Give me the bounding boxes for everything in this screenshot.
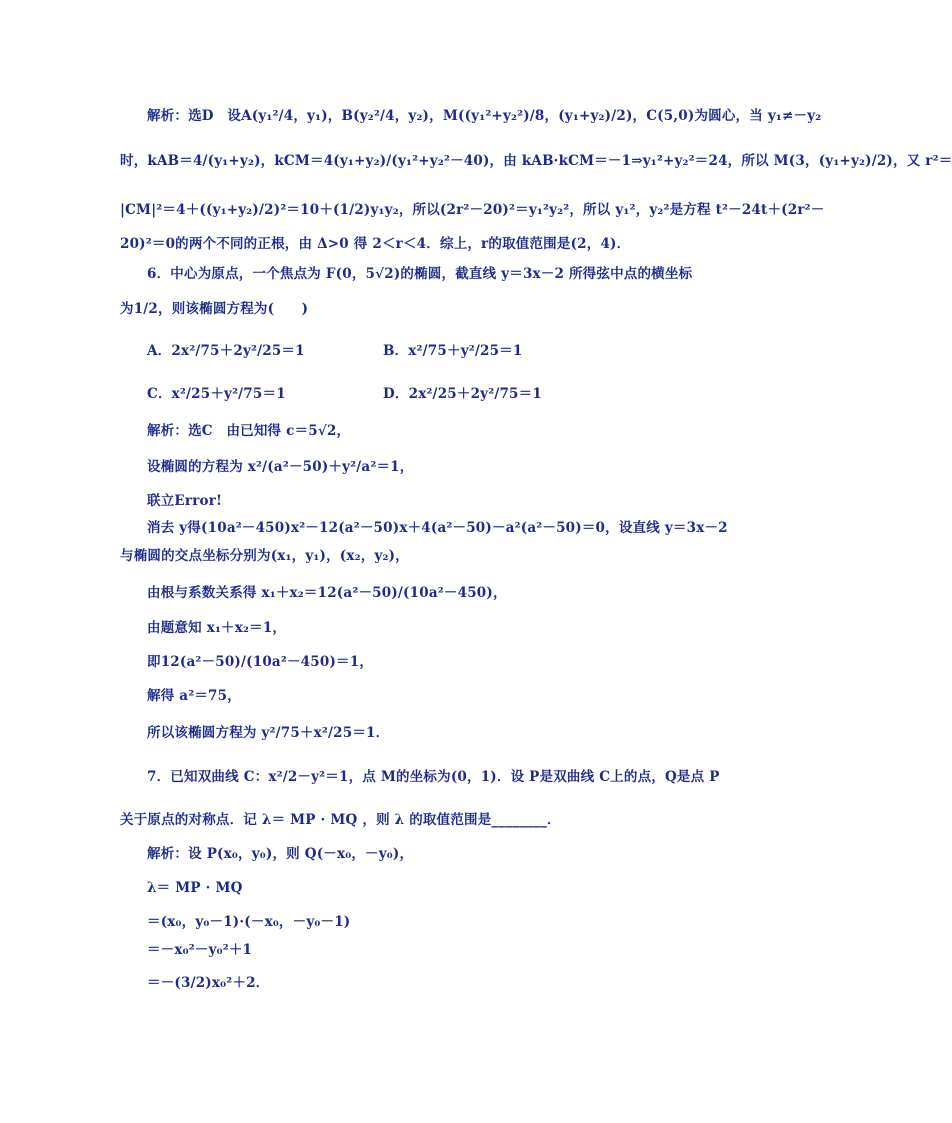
solution-5-line-3: |CM|²＝4＋((y₁+y₂)/2)²＝10＋(1/2)y₁y₂，所以(2r²－20)²＝y₁²y₂²，所以 y₁²，y₂²是方程 t²－24t＋(2r²－ bbox=[120, 202, 825, 218]
solution-6-line-6: 由根与系数关系得 x₁＋x₂＝12(a²－50)/(10a²－450)， bbox=[147, 585, 507, 601]
solution-6-line-3: 联立Error! bbox=[147, 493, 223, 509]
question-6-line-1: 6．中心为原点，一个焦点为 F(0，5√2)的椭圆，截直线 y＝3x－2 所得弦中点的横坐标 bbox=[147, 266, 693, 282]
solution-7-line-1: 解析：设 P(x₀，y₀)，则 Q(－x₀，－y₀)， bbox=[147, 846, 414, 862]
solution-5-line-4: 20)²＝0的两个不同的正根，由 Δ>0 得 2＜r＜4．综上，r的取值范围是(2，4)． bbox=[120, 236, 631, 252]
option-c: C．x²/25＋y²/75＝1 bbox=[147, 386, 286, 402]
solution-6-line-5: 与椭圆的交点坐标分别为(x₁，y₁)，(x₂，y₂)， bbox=[120, 548, 409, 564]
solution-7-line-4: ＝－x₀²－y₀²＋1 bbox=[147, 942, 253, 958]
solution-7-line-2: λ＝ MP · MQ bbox=[147, 880, 243, 896]
question-7-line-1: 7．已知双曲线 C：x²/2－y²＝1，点 M的坐标为(0，1)．设 P是双曲线 C上的点，Q是点 P bbox=[147, 769, 720, 785]
solution-6-line-2: 设椭圆的方程为 x²/(a²－50)＋y²/a²＝1， bbox=[147, 459, 414, 475]
solution-7-line-3: ＝(x₀，y₀－1)·(－x₀，－y₀－1) bbox=[147, 914, 351, 930]
solution-6-line-4: 消去 y得(10a²－450)x²－12(a²－50)x＋4(a²－50)－a²(a²－50)＝0，设直线 y＝3x－2 bbox=[147, 520, 728, 536]
solution-5-line-1: 解析：选D 设A(y₁²/4，y₁)，B(y₂²/4，y₂)，M((y₁²+y₂²)/8，(y₁+y₂)/2)，C(5,0)为圆心，当 y₁≠－y₂ bbox=[147, 108, 822, 124]
option-b: B．x²/75＋y²/25＝1 bbox=[383, 343, 523, 359]
option-d: D．2x²/25＋2y²/75＝1 bbox=[383, 386, 542, 402]
solution-6-line-7: 由题意知 x₁＋x₂＝1， bbox=[147, 620, 287, 636]
solution-6-line-8: 即12(a²－50)/(10a²－450)＝1， bbox=[147, 654, 374, 670]
solution-6-line-9: 解得 a²＝75， bbox=[147, 688, 241, 704]
solution-7-line-5: ＝－(3/2)x₀²＋2． bbox=[147, 975, 270, 991]
solution-6-line-10: 所以该椭圆方程为 y²/75＋x²/25＝1． bbox=[147, 725, 390, 741]
solution-6-line-1: 解析：选C 由已知得 c＝5√2， bbox=[147, 423, 351, 439]
question-7-line-2: 关于原点的对称点．记 λ＝ MP · MQ ，则 λ 的取值范围是________． bbox=[120, 812, 561, 828]
solution-5-line-2: 时，kAB＝4/(y₁+y₂)，kCM＝4(y₁+y₂)/(y₁²+y₂²－40)，由 kAB·kCM＝－1⇒y₁²+y₂²＝24，所以 M(3，(y₁+y₂)/2)，又 r²＝ bbox=[120, 153, 952, 169]
option-a: A．2x²/75＋2y²/25＝1 bbox=[147, 343, 305, 359]
question-6-line-2: 为1/2，则该椭圆方程为( ) bbox=[120, 301, 309, 317]
